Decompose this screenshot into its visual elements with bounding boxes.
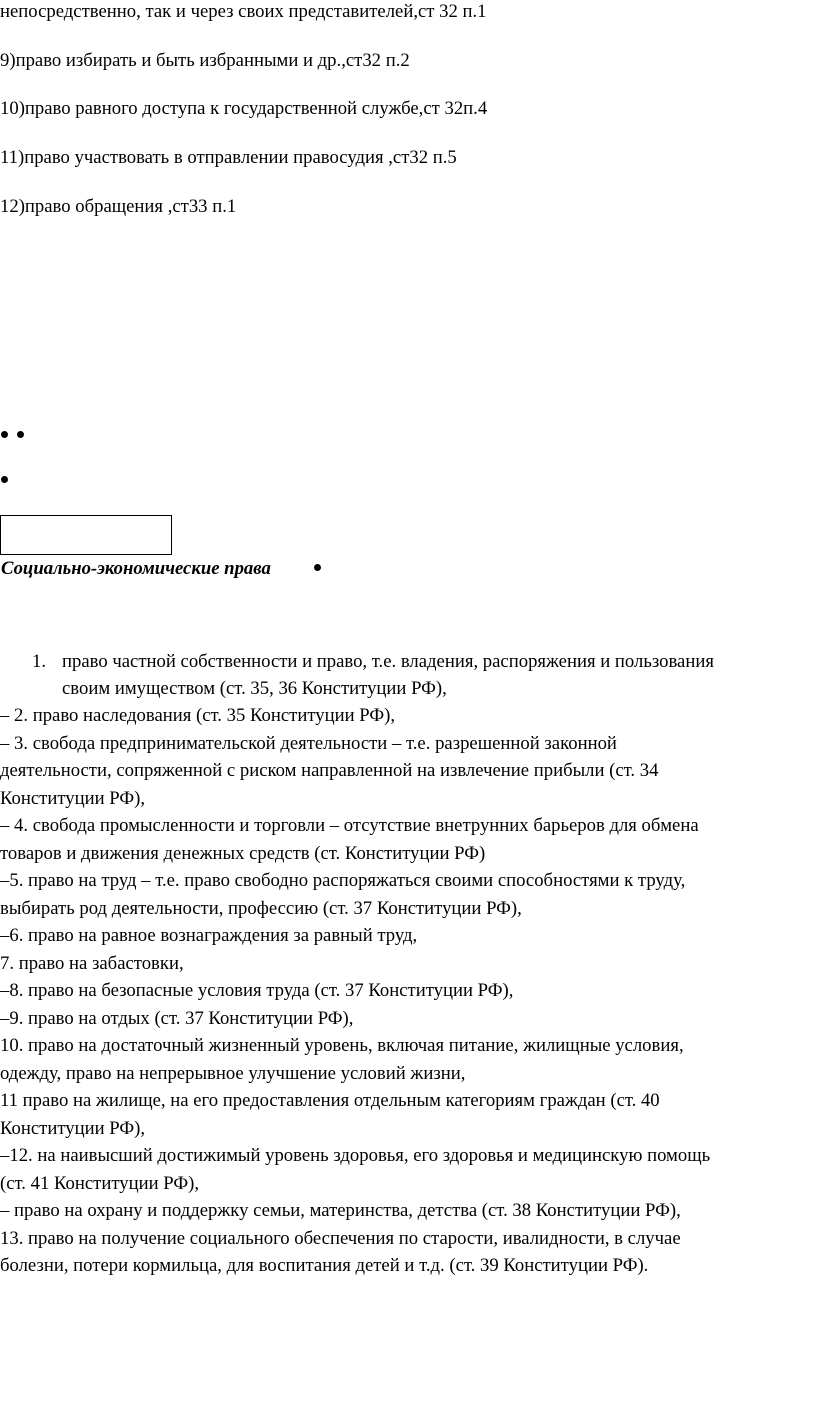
list-item-text: право частной собственности и право, т.е. владения, распоряжения и пользования — [62, 651, 714, 672]
socio-economic-line: Конституции РФ), — [0, 788, 146, 809]
socio-economic-line: – право на охрану и поддержку семьи, материнства, детства (ст. 38 Конституции РФ), — [0, 1200, 681, 1221]
socio-economic-line: (ст. 41 Конституции РФ), — [0, 1173, 199, 1194]
political-right-line: непосредственно, так и через своих представителей,ст 32 п.1 — [0, 1, 487, 22]
socio-economic-line: –5. право на труд – т.е. право свободно распоряжаться своими способностями к труду, — [0, 870, 686, 891]
socio-economic-line: – 3. свобода предпринимательской деятельности – т.е. разрешенной законной — [0, 733, 617, 754]
political-right-line: 9)право избирать и быть избранными и др.,ст32 п.2 — [0, 50, 410, 71]
bullet-dot — [17, 431, 24, 438]
socio-economic-line: – 2. право наследования (ст. 35 Конституции РФ), — [0, 705, 395, 726]
socio-economic-line: –8. право на безопасные условия труда (ст. 37 Конституции РФ), — [0, 980, 514, 1001]
list-item-number: 1. — [32, 651, 47, 672]
socio-economic-line: выбирать род деятельности, профессию (ст. 37 Конституции РФ), — [0, 898, 522, 919]
list-item-text: своим имуществом (ст. 35, 36 Конституции РФ), — [62, 678, 447, 699]
empty-text-box — [0, 515, 172, 555]
section-heading: Социально-экономические права — [1, 558, 271, 579]
socio-economic-line: болезни, потери кормильца, для воспитания детей и т.д. (ст. 39 Конституции РФ). — [0, 1255, 649, 1276]
socio-economic-line: одежду, право на непрерывное улучшение условий жизни, — [0, 1063, 466, 1084]
bullet-dot — [1, 476, 8, 483]
socio-economic-line: 7. право на забастовки, — [0, 953, 184, 974]
socio-economic-line: –12. на наивысший достижимый уровень здоровья, его здоровья и медицинскую помощь — [0, 1145, 711, 1166]
socio-economic-line: товаров и движения денежных средств (ст. Конституции РФ) — [0, 843, 486, 864]
socio-economic-line: 10. право на достаточный жизненный уровень, включая питание, жилищные условия, — [0, 1035, 684, 1056]
socio-economic-line: деятельности, сопряженной с риском направленной на извлечение прибыли (ст. 34 — [0, 760, 659, 781]
bullet-dot — [1, 431, 8, 438]
socio-economic-line: –9. право на отдых (ст. 37 Конституции РФ), — [0, 1008, 354, 1029]
socio-economic-line: 13. право на получение социального обеспечения по старости, ивалидности, в случае — [0, 1228, 681, 1249]
socio-economic-line: Конституции РФ), — [0, 1118, 146, 1139]
political-right-line: 10)право равного доступа к государственной службе,ст 32п.4 — [0, 98, 488, 119]
political-right-line: 12)право обращения ,ст33 п.1 — [0, 196, 237, 217]
socio-economic-line: –6. право на равное вознаграждения за равный труд, — [0, 925, 418, 946]
socio-economic-line: 11 право на жилище, на его предоставления отдельным категориям граждан (ст. 40 — [0, 1090, 660, 1111]
socio-economic-line: – 4. свобода промысленности и торговли – отсутствие внетрунних барьеров для обмена — [0, 815, 699, 836]
heading-bullet-dot — [314, 564, 321, 571]
political-right-line: 11)право участвовать в отправлении правосудия ,ст32 п.5 — [0, 147, 457, 168]
